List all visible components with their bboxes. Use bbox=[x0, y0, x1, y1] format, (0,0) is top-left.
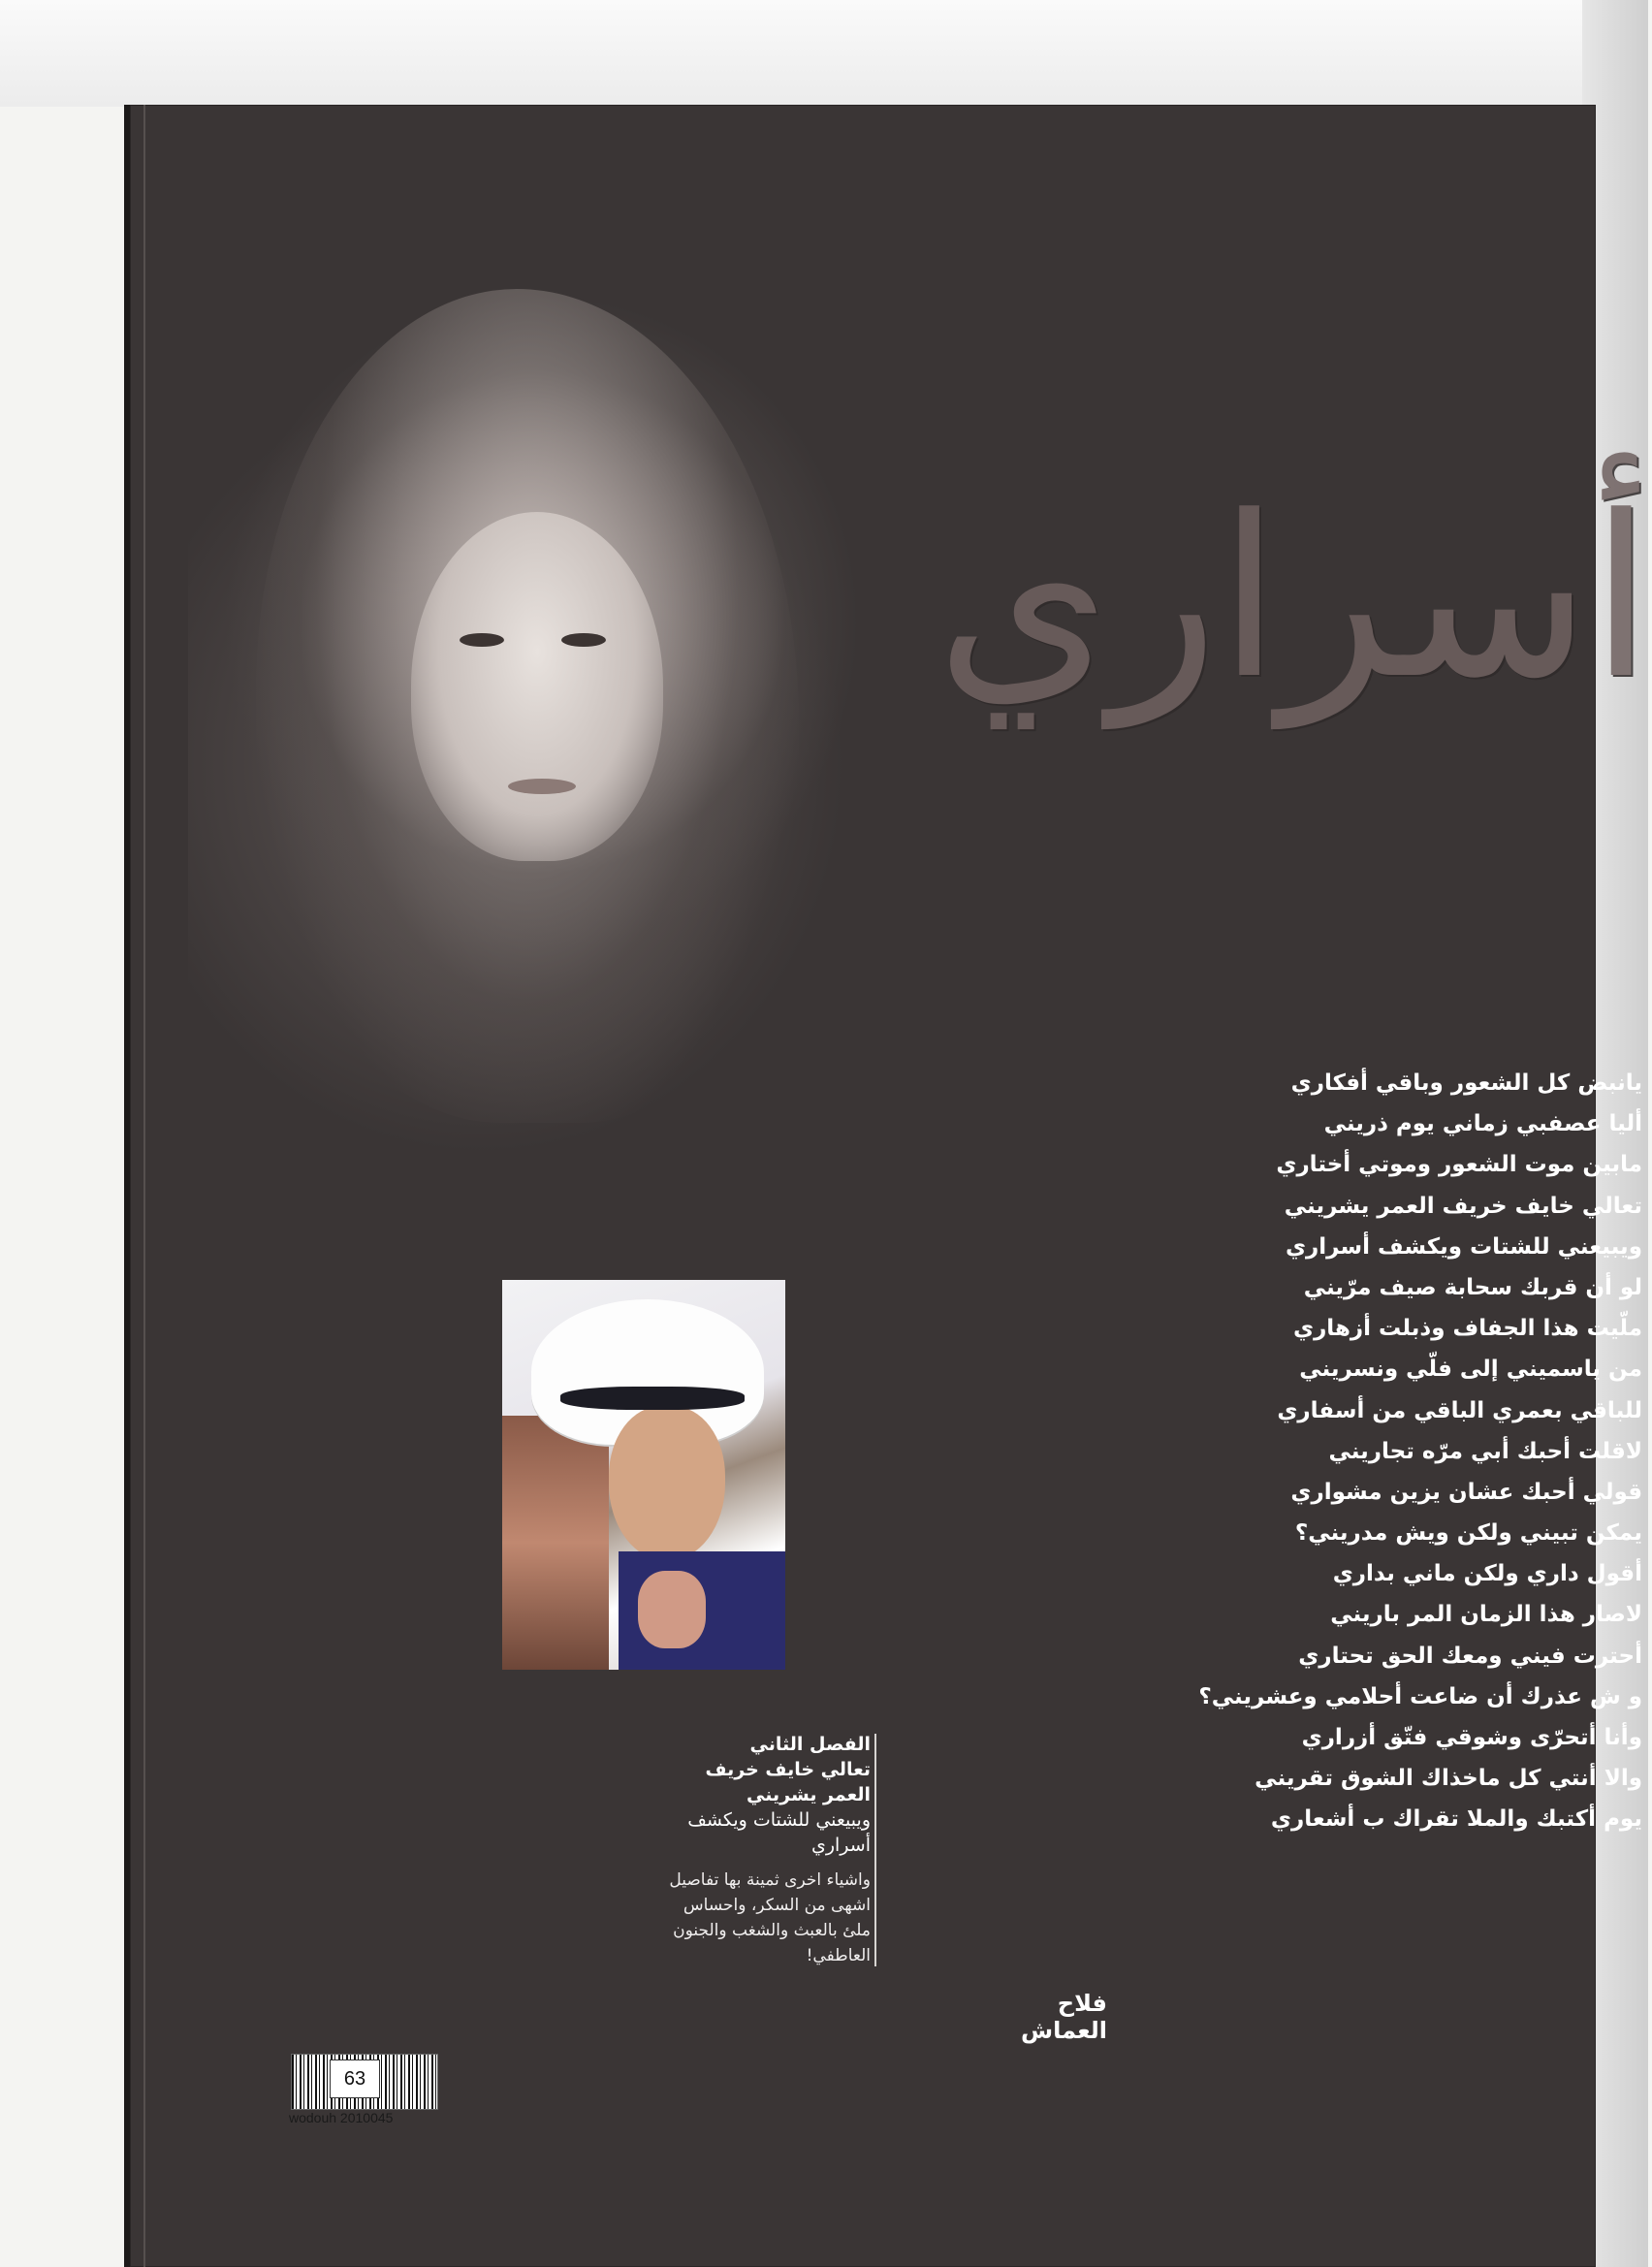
poet-photo bbox=[502, 1280, 785, 1670]
poem-line: ويبيعني للشتات ويكشف أسراري bbox=[1285, 1233, 1642, 1260]
scan-background-top bbox=[0, 0, 1648, 107]
poem-line: وأنا أتحرّى وشوقي فتّق أزراري bbox=[1301, 1725, 1642, 1750]
poem-line: يانبض كل الشعور وباقي أفكاري bbox=[1290, 1070, 1642, 1096]
poem-line: مابين موت الشعور وموتي أختاري bbox=[1276, 1152, 1642, 1178]
side-note-line: ويبيعني للشتات ويكشف أسراري bbox=[687, 1809, 871, 1856]
photo-hand bbox=[638, 1571, 706, 1648]
poem-text bbox=[1138, 1063, 1642, 1840]
side-note bbox=[653, 1732, 871, 1968]
photo-face bbox=[609, 1406, 725, 1561]
page-number: 63 bbox=[330, 2059, 380, 2098]
portrait-face bbox=[411, 512, 663, 861]
poem-line: تعالي خايف خريف العمر يشريني bbox=[1284, 1193, 1642, 1219]
poem-title: أسراري bbox=[936, 469, 1652, 728]
side-note-heading: الفصل الثاني bbox=[749, 1734, 871, 1755]
poem-line: يمكن تبيني ولكن ويش مدريني؟ bbox=[1294, 1520, 1642, 1547]
portrait-lips bbox=[508, 779, 576, 794]
poem-line: ملّيت هذا الجفاف وذبلت أزهاري bbox=[1292, 1316, 1642, 1342]
photo-rock bbox=[502, 1416, 609, 1670]
poet-name: فلاح العماش bbox=[1020, 1990, 1107, 2044]
portrait-eye-left bbox=[460, 633, 504, 647]
poem-line: و ش عذرك أن ضاعت أحلامي وعشريني؟ bbox=[1198, 1683, 1642, 1709]
side-note-divider bbox=[874, 1734, 876, 1966]
woman-portrait-image bbox=[188, 250, 925, 1181]
poem-line: لاصار هذا الزمان المر باريني bbox=[1330, 1602, 1642, 1628]
magazine-page bbox=[124, 105, 1652, 2267]
poem-line: من ياسميني إلى فلّي ونسريني bbox=[1299, 1357, 1642, 1383]
issue-code: wodouh 2010045 bbox=[289, 2110, 394, 2125]
poem-line: لو أن قربك سحابة صيف مرّيني bbox=[1303, 1274, 1642, 1300]
poem-line: أحترت فيني ومعك الحق تحتاري bbox=[1298, 1643, 1642, 1669]
poem-line: أقول داري ولكن ماني بداري bbox=[1332, 1561, 1642, 1587]
poem-line: أليا عصفبي زماني يوم ذريني bbox=[1323, 1111, 1642, 1137]
page-spine bbox=[143, 105, 145, 2267]
poem-line: يوم أكتبك والملا تقراك ب أشعاري bbox=[1270, 1806, 1642, 1833]
side-note-line: تعالي خايف خريف العمر يشريني bbox=[705, 1759, 871, 1805]
poem-line: قولي أحبك عشان يزين مشواري bbox=[1290, 1479, 1642, 1505]
portrait-eye-right bbox=[561, 633, 606, 647]
poem-line: لاقلت أحبك أبي مرّه تجاريني bbox=[1328, 1438, 1642, 1464]
side-note-description: واشياء اخرى ثمينة بها تفاصيل اشهى من السكر، واحساس ملئ بالعبث والشغب والجنون العاطفي! bbox=[669, 1870, 871, 1965]
poem-line: للباقي بعمري الباقي من أسفاري bbox=[1277, 1397, 1642, 1423]
photo-headband bbox=[560, 1387, 745, 1410]
poem-line: والا أنتي كل ماخذاك الشوق تقريني bbox=[1255, 1766, 1642, 1792]
